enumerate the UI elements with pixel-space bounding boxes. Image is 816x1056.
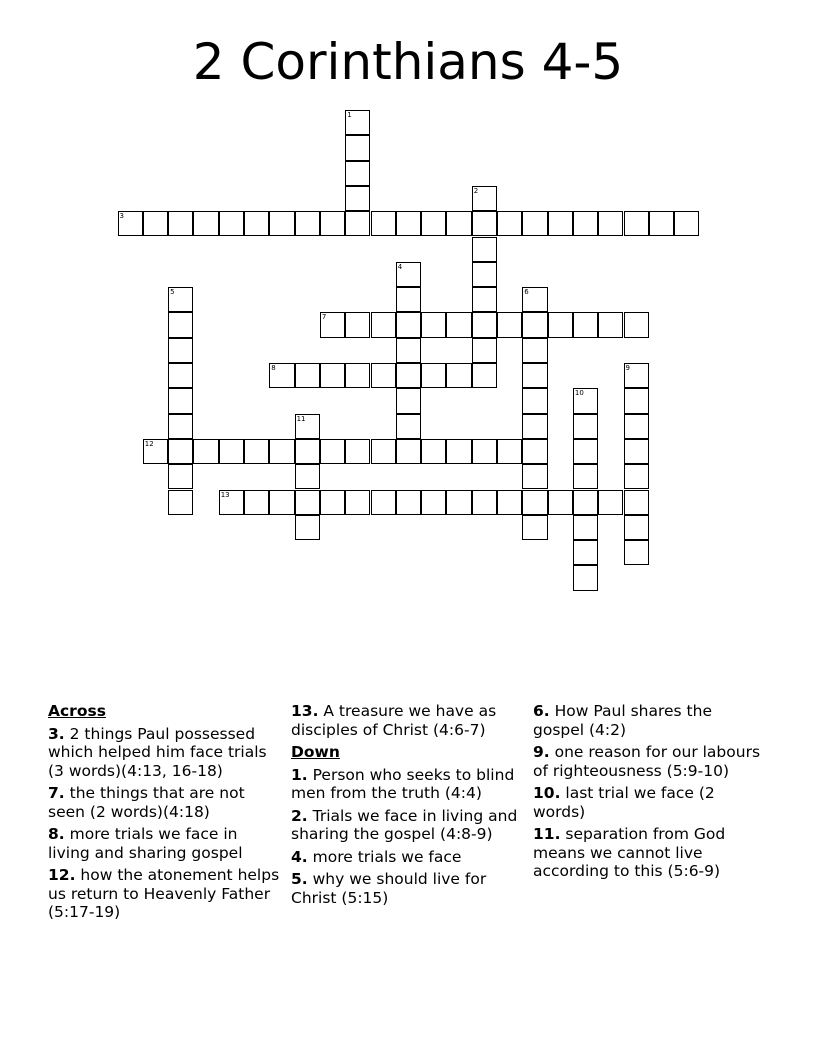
crossword-cell[interactable] <box>168 211 193 236</box>
cell-number: 9 <box>625 364 630 372</box>
clues-column-1 <box>48 702 280 926</box>
clue-down-9: 9. one reason for our labours of righteousness (5:9-10) <box>533 743 761 780</box>
crossword-cell[interactable] <box>269 211 294 236</box>
crossword-cell[interactable] <box>118 211 143 236</box>
crossword-cell[interactable] <box>345 363 370 388</box>
crossword-cell[interactable] <box>345 110 370 135</box>
crossword-cell[interactable] <box>472 211 497 236</box>
crossword-cell[interactable] <box>446 363 471 388</box>
clues-column-2 <box>291 702 523 911</box>
crossword-cell[interactable] <box>522 439 547 464</box>
crossword-cell[interactable] <box>371 312 396 337</box>
crossword-cell[interactable] <box>371 363 396 388</box>
crossword-cell[interactable] <box>573 540 598 565</box>
crossword-cell[interactable] <box>244 439 269 464</box>
cell-number: 7 <box>321 313 327 322</box>
crossword-cell[interactable] <box>573 490 598 515</box>
crossword-cell[interactable] <box>396 312 421 337</box>
crossword-cell[interactable] <box>497 211 522 236</box>
clue-down-11: 11. separation from God means we cannot live according to this (5:6-9) <box>533 825 726 880</box>
crossword-cell[interactable] <box>674 211 699 236</box>
crossword-cell[interactable] <box>269 363 294 388</box>
crossword-cell[interactable] <box>345 490 370 515</box>
crossword-cell[interactable] <box>598 312 623 337</box>
crossword-cell[interactable] <box>345 312 370 337</box>
crossword-cell[interactable] <box>193 211 218 236</box>
crossword-cell[interactable] <box>573 565 598 590</box>
crossword-cell[interactable] <box>497 439 522 464</box>
crossword-cell[interactable] <box>396 439 421 464</box>
crossword-cell[interactable] <box>371 490 396 515</box>
crossword-cell[interactable] <box>421 211 446 236</box>
clue-across-12: 12. how the atonement helps us return to Heavenly Father (5:17-19) <box>48 866 280 921</box>
crossword-cell[interactable] <box>624 515 649 540</box>
crossword-cell[interactable] <box>522 287 547 312</box>
crossword-cell[interactable] <box>472 338 497 363</box>
crossword-cell[interactable] <box>522 211 547 236</box>
crossword-cell[interactable] <box>219 490 244 515</box>
crossword-cell[interactable] <box>522 515 547 540</box>
cell-number: 1 <box>347 111 352 119</box>
crossword-cell[interactable] <box>522 414 547 439</box>
cell-number: 5 <box>170 288 175 297</box>
crossword-cell[interactable] <box>295 515 320 540</box>
crossword-cell[interactable] <box>320 363 345 388</box>
crossword-cell[interactable] <box>573 439 598 464</box>
crossword-cell[interactable] <box>320 211 345 236</box>
crossword-cell[interactable] <box>345 439 370 464</box>
crossword-cell[interactable] <box>396 490 421 515</box>
crossword-cell[interactable] <box>168 312 193 337</box>
crossword-cell[interactable] <box>168 338 193 363</box>
crossword-cell[interactable] <box>624 464 649 489</box>
clues-column-3 <box>533 702 765 885</box>
crossword-cell[interactable] <box>472 439 497 464</box>
crossword-cell[interactable] <box>472 237 497 262</box>
crossword-cell[interactable] <box>396 287 421 312</box>
crossword-cell[interactable] <box>624 490 649 515</box>
crossword-cell[interactable] <box>598 490 623 515</box>
crossword-cell[interactable] <box>624 312 649 337</box>
crossword-cell[interactable] <box>396 262 421 287</box>
clue-down-10: 10. last trial we face (2 words) <box>533 784 715 821</box>
crossword-cell[interactable] <box>522 464 547 489</box>
crossword-cell[interactable] <box>295 439 320 464</box>
crossword-cell[interactable] <box>421 439 446 464</box>
crossword-cell[interactable] <box>522 388 547 413</box>
crossword-cell[interactable] <box>345 135 370 160</box>
crossword-cell[interactable] <box>446 312 471 337</box>
crossword-cell[interactable] <box>168 490 193 515</box>
cell-number: 13 <box>220 490 230 499</box>
crossword-cell[interactable] <box>396 338 421 363</box>
crossword-cell[interactable] <box>446 439 471 464</box>
clue-across-8: 8. more trials we face in living and sharing gospel <box>48 825 243 862</box>
crossword-cell[interactable] <box>396 363 421 388</box>
crossword-cell[interactable] <box>472 287 497 312</box>
crossword-cell[interactable] <box>522 490 547 515</box>
crossword-cell[interactable] <box>219 439 244 464</box>
crossword-cell[interactable] <box>472 186 497 211</box>
crossword-cell[interactable] <box>168 388 193 413</box>
cell-number: 8 <box>271 364 276 372</box>
crossword-cell[interactable] <box>396 414 421 439</box>
crossword-cell[interactable] <box>295 414 320 439</box>
crossword-cell[interactable] <box>320 439 345 464</box>
crossword-cell[interactable] <box>573 414 598 439</box>
crossword-cell[interactable] <box>548 312 573 337</box>
crossword-cell[interactable] <box>244 211 269 236</box>
crossword-cell[interactable] <box>396 388 421 413</box>
clue-across-7: 7. the things that are not seen (2 words)(4:18) <box>48 784 245 821</box>
crossword-cell[interactable] <box>573 211 598 236</box>
crossword-cell[interactable] <box>371 211 396 236</box>
crossword-cell[interactable] <box>345 161 370 186</box>
crossword-cell[interactable] <box>624 439 649 464</box>
crossword-cell[interactable] <box>421 312 446 337</box>
crossword-cell[interactable] <box>295 490 320 515</box>
across-heading: Across <box>48 702 106 720</box>
crossword-cell[interactable] <box>624 211 649 236</box>
crossword-cell[interactable] <box>269 490 294 515</box>
crossword-cell[interactable] <box>472 262 497 287</box>
crossword-cell[interactable] <box>168 439 193 464</box>
crossword-cell[interactable] <box>168 414 193 439</box>
down-heading: Down <box>291 743 340 761</box>
clue-down-5: 5. why we should live for Christ (5:15) <box>291 870 487 907</box>
crossword-cell[interactable] <box>345 211 370 236</box>
crossword-cell[interactable] <box>295 464 320 489</box>
clue-down-2: 2. Trials we face in living and sharing the gospel (4:8-9) <box>291 806 518 843</box>
clue-across-3: 3. 2 things Paul possessed which helped him face trials (3 words)(4:13, 16-18) <box>48 724 267 780</box>
crossword-cell[interactable] <box>219 211 244 236</box>
crossword-cell[interactable] <box>193 439 218 464</box>
crossword-cell[interactable] <box>624 414 649 439</box>
crossword-cell[interactable] <box>573 312 598 337</box>
crossword-cell[interactable] <box>269 439 294 464</box>
crossword-cell[interactable] <box>522 338 547 363</box>
crossword-cell[interactable] <box>295 363 320 388</box>
crossword-cell[interactable] <box>345 186 370 211</box>
crossword-cell[interactable] <box>446 211 471 236</box>
clue-down-6: 6. How Paul shares the gospel (4:2) <box>533 702 712 739</box>
clue-across-13: 13. A treasure we have as disciples of Christ (4:6-7) <box>291 702 497 739</box>
crossword-cell[interactable] <box>371 439 396 464</box>
crossword-cell[interactable] <box>421 490 446 515</box>
cell-number: 2 <box>473 186 479 195</box>
crossword-cell[interactable] <box>396 211 421 236</box>
crossword-cell[interactable] <box>497 312 522 337</box>
clue-down-4: 4. more trials we face <box>291 847 462 866</box>
cell-number: 11 <box>296 414 306 423</box>
cell-number: 4 <box>397 262 403 271</box>
cell-number: 3 <box>119 212 124 221</box>
crossword-cell[interactable] <box>624 540 649 565</box>
crossword-cell[interactable] <box>295 211 320 236</box>
crossword-cell[interactable] <box>598 211 623 236</box>
crossword-cell[interactable] <box>472 312 497 337</box>
crossword-cell[interactable] <box>168 464 193 489</box>
crossword-cell[interactable] <box>168 287 193 312</box>
crossword-cell[interactable] <box>446 490 471 515</box>
crossword-cell[interactable] <box>143 439 168 464</box>
crossword-cell[interactable] <box>497 490 522 515</box>
crossword-cell[interactable] <box>244 490 269 515</box>
crossword-cell[interactable] <box>472 490 497 515</box>
crossword-cell[interactable] <box>421 363 446 388</box>
crossword-cell[interactable] <box>624 363 649 388</box>
crossword-cell[interactable] <box>143 211 168 236</box>
crossword-cell[interactable] <box>522 363 547 388</box>
crossword-cell[interactable] <box>548 211 573 236</box>
crossword-cell[interactable] <box>168 363 193 388</box>
crossword-cell[interactable] <box>573 464 598 489</box>
crossword-cell[interactable] <box>522 312 547 337</box>
crossword-cell[interactable] <box>472 363 497 388</box>
crossword-cell[interactable] <box>649 211 674 236</box>
cell-number: 12 <box>144 439 154 448</box>
crossword-cell[interactable] <box>624 388 649 413</box>
cell-number: 6 <box>524 288 529 297</box>
cell-number: 10 <box>574 389 584 398</box>
crossword-cell[interactable] <box>548 490 573 515</box>
clue-down-1: 1. Person who seeks to blind men from the truth (4:4) <box>291 765 515 802</box>
crossword-cell[interactable] <box>573 388 598 413</box>
page-title: 2 Corinthians 4-5 <box>192 33 624 91</box>
crossword-cell[interactable] <box>573 515 598 540</box>
crossword-cell[interactable] <box>320 490 345 515</box>
crossword-cell[interactable] <box>320 312 345 337</box>
